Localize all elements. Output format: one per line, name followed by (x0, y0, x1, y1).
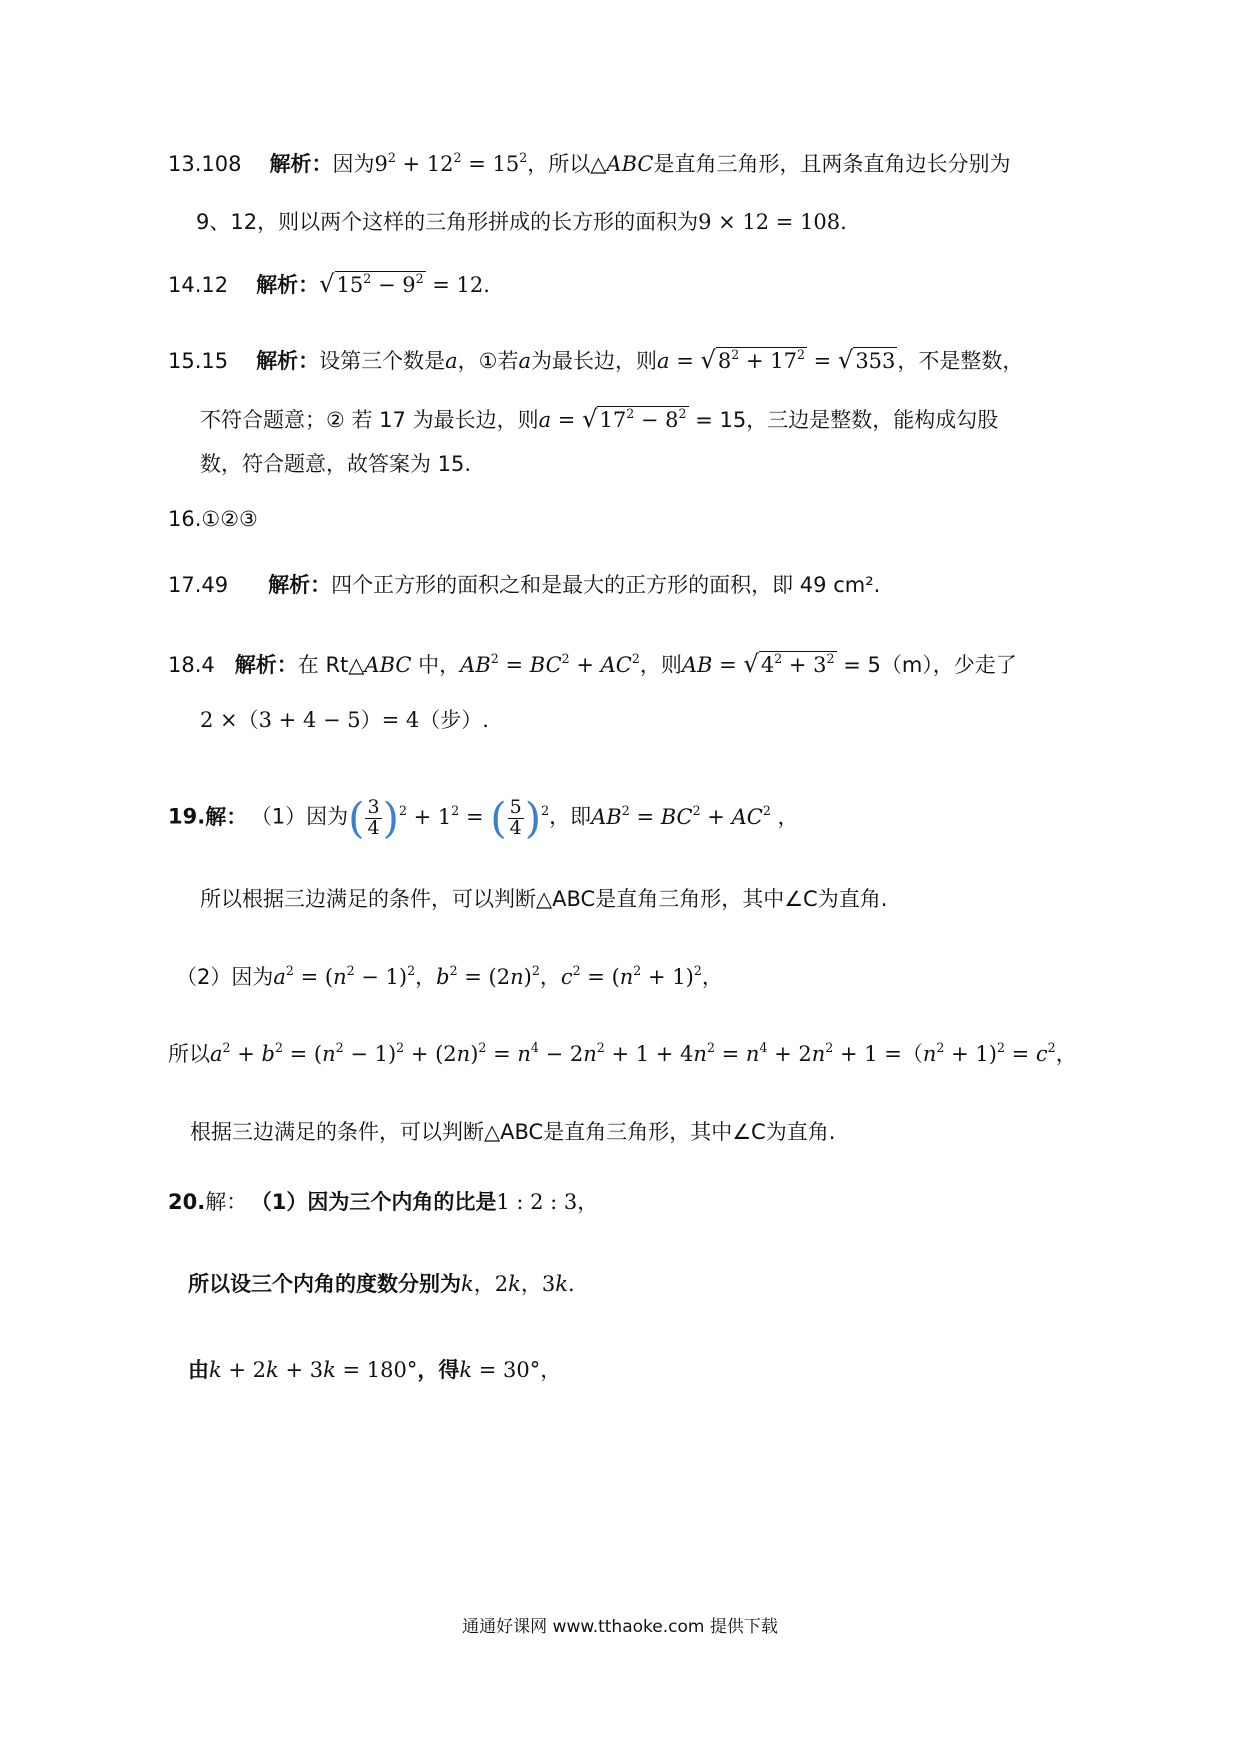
answer-20-line-2 (188, 1272, 575, 1297)
answer-14 (168, 270, 490, 299)
analysis-label: 解析： (256, 349, 320, 373)
analysis-label: 解析： (256, 273, 320, 297)
formula: $a^2 + b^2 = (n^2 - 1)^2 + (2n)^2 = n^4 - 2n^2 + 1 + 4n^2 = n^4 + 2n^2 + 1 =(n^2 + 1)^2 = c^2$， (210, 1040, 1077, 1066)
solution-label: 解： (205, 1190, 248, 1214)
text: = 5（m），少走了 (836, 653, 1017, 677)
formula: $AB^2 = BC^2 + AC^2$ (460, 651, 640, 677)
answer-15-line-3 (200, 452, 471, 477)
formula: AB = $√4^2 + 3^2$ (681, 650, 835, 678)
solution-label: 解： (205, 804, 248, 829)
text: 所以 (168, 1042, 210, 1066)
text: 是直角三角形，且两条直角边长分别为 (653, 152, 1011, 176)
answer-number: 14.12 (168, 273, 229, 297)
formula: k，2k，3k. (461, 1272, 575, 1296)
answer-20-line-3 (188, 1358, 561, 1383)
answer-13-line-1 (168, 152, 1010, 177)
text: 设第三个数是 (319, 349, 446, 373)
answer-20-line-1 (168, 1190, 598, 1215)
formula: 1 : 2 : 3， (496, 1190, 599, 1214)
formula: $a^2 = (n^2 - 1)^2$，$b^2 = (2n)^2$，$c^2 = (n^2 + 1)^2$， (273, 963, 723, 989)
text: ，得 (417, 1358, 460, 1382)
text: ，即 (549, 804, 592, 829)
text: 所以设三个内角的度数分别为 (188, 1272, 461, 1296)
answer-number: 18.4 (168, 653, 215, 677)
answer-number: 15.15 (168, 349, 229, 373)
text: （1）因为三个内角的比是 (261, 1190, 497, 1214)
formula: a (518, 349, 532, 373)
formula: ( $\frac{3}{4}$ )$^2 + 1^2$ = ( $\frac{5}{4}$ )$^2$ (348, 793, 550, 842)
text: 所以根据三边满足的条件，可以判断△ABC是直角三角形，其中∠C为直角. (200, 887, 888, 911)
text: 因为 (332, 152, 375, 176)
answer-18-line-2 (200, 708, 489, 733)
text: 数，符合题意，故答案为 15. (200, 452, 472, 476)
formula: ABC (606, 152, 654, 176)
formula: 2 ×（3 + 4 − 5）= 4（步）. (200, 708, 489, 732)
text: 9、12，则以两个这样的三角形拼成的长方形的面积为 (196, 210, 699, 234)
analysis-label: 解析： (268, 573, 332, 597)
answer-19-line-4 (168, 1042, 1077, 1067)
answer-number: 13.108 (168, 152, 242, 176)
answer-number: 19. (168, 804, 206, 829)
text: 四个正方形的面积之和是最大的正方形的面积，即 49 cm². (331, 573, 881, 597)
answer-18-line-1 (168, 650, 1017, 679)
analysis-label: 解析： (234, 653, 298, 677)
page-footer: 通通好课网 www.tthaoke.com 提供下载 (462, 1617, 778, 1637)
formula: ABC (364, 653, 412, 677)
answer-19-line-2 (200, 887, 887, 912)
text: 16.①②③ (168, 507, 258, 531)
text: 在 Rt△ (297, 653, 365, 677)
text: = 15，三边是整数，能构成勾股 (688, 408, 999, 432)
answer-17 (168, 573, 880, 598)
text: 不符合题意；② 若 17 为最长边，则 (200, 408, 539, 432)
answer-number: 17.49 (168, 573, 229, 597)
analysis-label: 解析： (269, 152, 333, 176)
formula: $a = √8^2 + 17^2 = √353$ (657, 346, 896, 374)
formula: 9 × 12 = 108. (698, 210, 847, 234)
text: 由 (188, 1358, 209, 1382)
text: 中， (411, 653, 461, 677)
formula: k = 30°， (459, 1358, 562, 1382)
text: ，①若 (457, 349, 519, 373)
answer-number: 20. (168, 1190, 206, 1214)
answer-19-line-1 (168, 793, 799, 843)
answer-15-line-2 (200, 405, 998, 434)
answer-16 (168, 507, 258, 532)
formula: a (445, 349, 458, 373)
text: 根据三边满足的条件，可以判断△ABC是直角三角形，其中∠C为直角. (190, 1120, 836, 1144)
formula: k + 2k + 3k = 180° (209, 1358, 418, 1382)
text: 为最长边，则 (531, 349, 658, 373)
answer-15-line-1 (168, 346, 1023, 375)
formula: $a = √17^2 - 8^2$ (538, 405, 687, 433)
text: （2）因为 (176, 965, 274, 989)
text: ，则 (639, 653, 682, 677)
formula: = 12. (425, 273, 490, 297)
formula: $AB^2 = BC^2 + AC^2$ ， (591, 802, 799, 829)
answer-19-line-3 (176, 965, 723, 990)
text: （1）因为 (261, 804, 349, 829)
answer-13-line-2 (196, 210, 847, 235)
formula: $9^2 + 12^2 = 15^2$ (374, 150, 528, 176)
answer-19-line-5 (190, 1120, 835, 1145)
text: ，所以△ (527, 152, 607, 176)
sqrt-expression: $√15^2 - 9^2$ (319, 270, 424, 298)
text: ，不是整数， (897, 349, 1024, 373)
